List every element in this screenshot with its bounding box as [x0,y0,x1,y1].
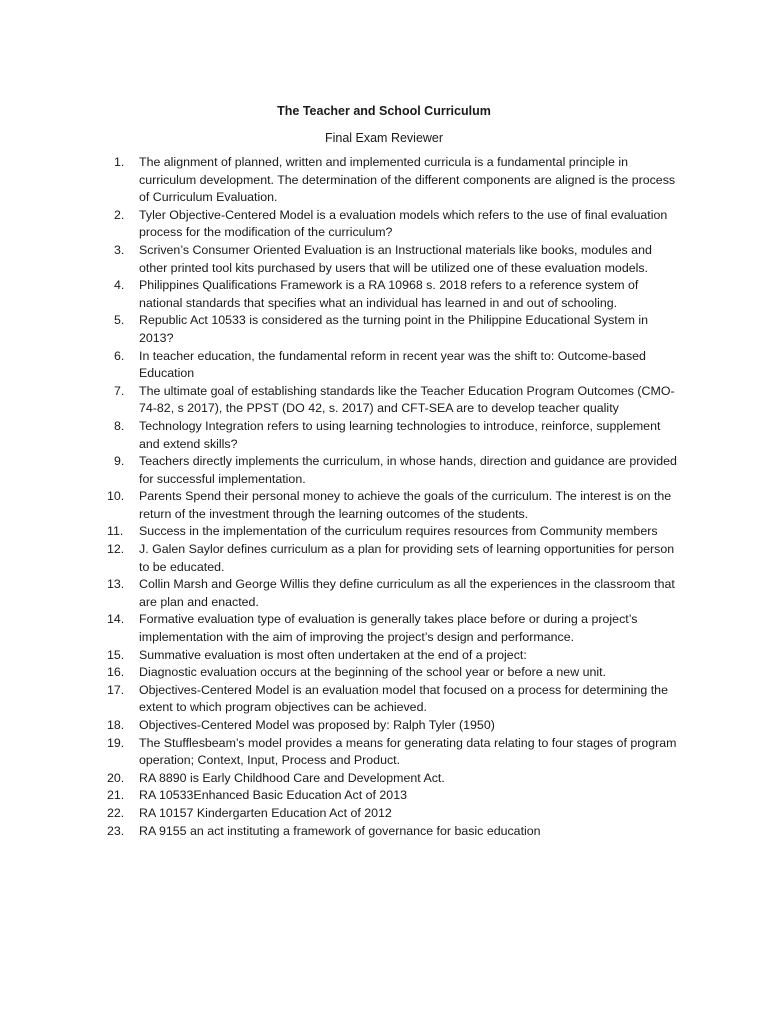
item-text: Formative evaluation type of evaluation is generally takes place before or during a project’s implementation with the aim of improving the project’s design and performance. [139,612,638,645]
list-item [104,154,682,207]
list-item [104,207,682,242]
item-number: 11. [107,524,124,539]
list-item [104,682,682,717]
item-text: RA 10157 Kindergarten Education Act of 2012 [139,805,392,820]
list-item [104,383,682,418]
item-text: The alignment of planned, written and implemented curricula is a fundamental principle in curriculum development. The determination of the different components are aligned is the process of Curriculum Evaluation. [139,155,676,205]
item-number: 13. [107,577,125,592]
item-number: 18. [107,718,125,732]
item-text: The ultimate goal of establishing standards like the Teacher Education Program Outcomes (CMO-74-82, s 2017), the PPST (DO 42, s. 2017) and CFT-SEA are to develop teacher quality [139,383,675,416]
reviewer-list [104,154,682,840]
item-text: In teacher education, the fundamental reform in recent year was the shift to: Outcome-based Education [139,348,646,381]
item-text: Success in the implementation of the curriculum requires resources from Community members [139,524,658,539]
item-number: 5. [114,313,125,328]
list-item [104,576,682,611]
list-item [104,664,682,682]
page-subtitle: Final Exam Reviewer [324,131,444,145]
item-text: RA 8890 is Early Childhood Care and Development Act. [139,770,445,785]
item-text: Objectives-Centered Model is an evaluation model that focused on a process for determining the extent to which program objectives can be achieved. [139,682,668,715]
item-text: RA 9155 an act instituting a framework of governance for basic education [139,823,541,838]
item-number: 6. [114,348,125,363]
item-text: Tyler Objective-Centered Model is a evaluation models which refers to the use of final evaluation process for the modification of the curriculum? [139,207,668,240]
item-number: 7. [114,383,125,398]
item-number: 21. [107,788,125,803]
item-number: 4. [114,278,125,293]
item-number: 10. [107,489,125,504]
list-item [104,242,682,277]
list-item [104,647,682,665]
item-text: Diagnostic evaluation occurs at the beginning of the school year or before a new unit. [139,665,607,680]
page-title: The Teacher and School Curriculum [277,104,491,118]
list-item [104,312,682,347]
list-item [104,541,682,576]
item-text: Summative evaluation is most often undertaken at the end of a project: [139,647,527,662]
list-item [104,770,682,788]
item-text: Objectives-Centered Model was proposed by: Ralph Tyler (1950) [139,718,495,732]
item-text: Technology Integration refers to using learning technologies to introduce, reinforce, supplement and extend skills? [139,418,661,451]
list-item [104,348,682,383]
item-text: Scriven’s Consumer Oriented Evaluation is an Instructional materials like books, modules and other printed tool kits purchased by users that will be utilized one of these evaluation models. [139,242,652,275]
list-item [104,611,682,646]
item-number: 3. [114,242,125,257]
list-item [104,735,682,770]
item-number: 19. [107,735,125,750]
list-item [104,717,682,735]
list-item [104,488,682,523]
item-number: 9. [114,454,125,469]
item-number: 16. [107,665,125,680]
item-number: 20. [107,770,125,785]
list-item [104,418,682,453]
list-item [104,823,682,841]
item-number: 8. [114,418,125,433]
list-item [104,453,682,488]
item-text: Republic Act 10533 is considered as the turning point in the Philippine Educational System in 2013? [139,313,649,345]
list-item [104,787,682,805]
item-number: 15. [107,647,125,662]
item-number: 1. [114,155,125,169]
item-text: J. Galen Saylor defines curriculum as a plan for providing sets of learning opportunities for person to be educated. [139,542,675,574]
item-text: Collin Marsh and George Willis they define curriculum as all the experiences in the classroom that are plan and enacted. [139,577,675,609]
item-text: Philippines Qualifications Framework is a RA 10968 s. 2018 refers to a reference system of national standards that specifies what an individual has learned in and out of schooling. [139,278,639,310]
item-number: 23. [107,823,125,838]
item-number: 2. [114,207,125,222]
item-text: Parents Spend their personal money to achieve the goals of the curriculum. The interest is on the return of the investment through the learning outcomes of the students. [139,489,672,521]
list-item [104,805,682,823]
item-number: 22. [107,805,125,820]
item-number: 17. [107,682,125,697]
list-item [104,277,682,312]
item-text: RA 10533Enhanced Basic Education Act of 2013 [139,788,407,803]
item-text: Teachers directly implements the curriculum, in whose hands, direction and guidance are provided for successful implementation. [139,454,677,486]
item-number: 14. [107,612,125,627]
list-item [104,523,682,541]
item-text: The Stufflesbeam’s model provides a means for generating data relating to four stages of program operation; Context, Input, Process and Product. [139,735,677,768]
item-number: 12. [107,542,125,557]
